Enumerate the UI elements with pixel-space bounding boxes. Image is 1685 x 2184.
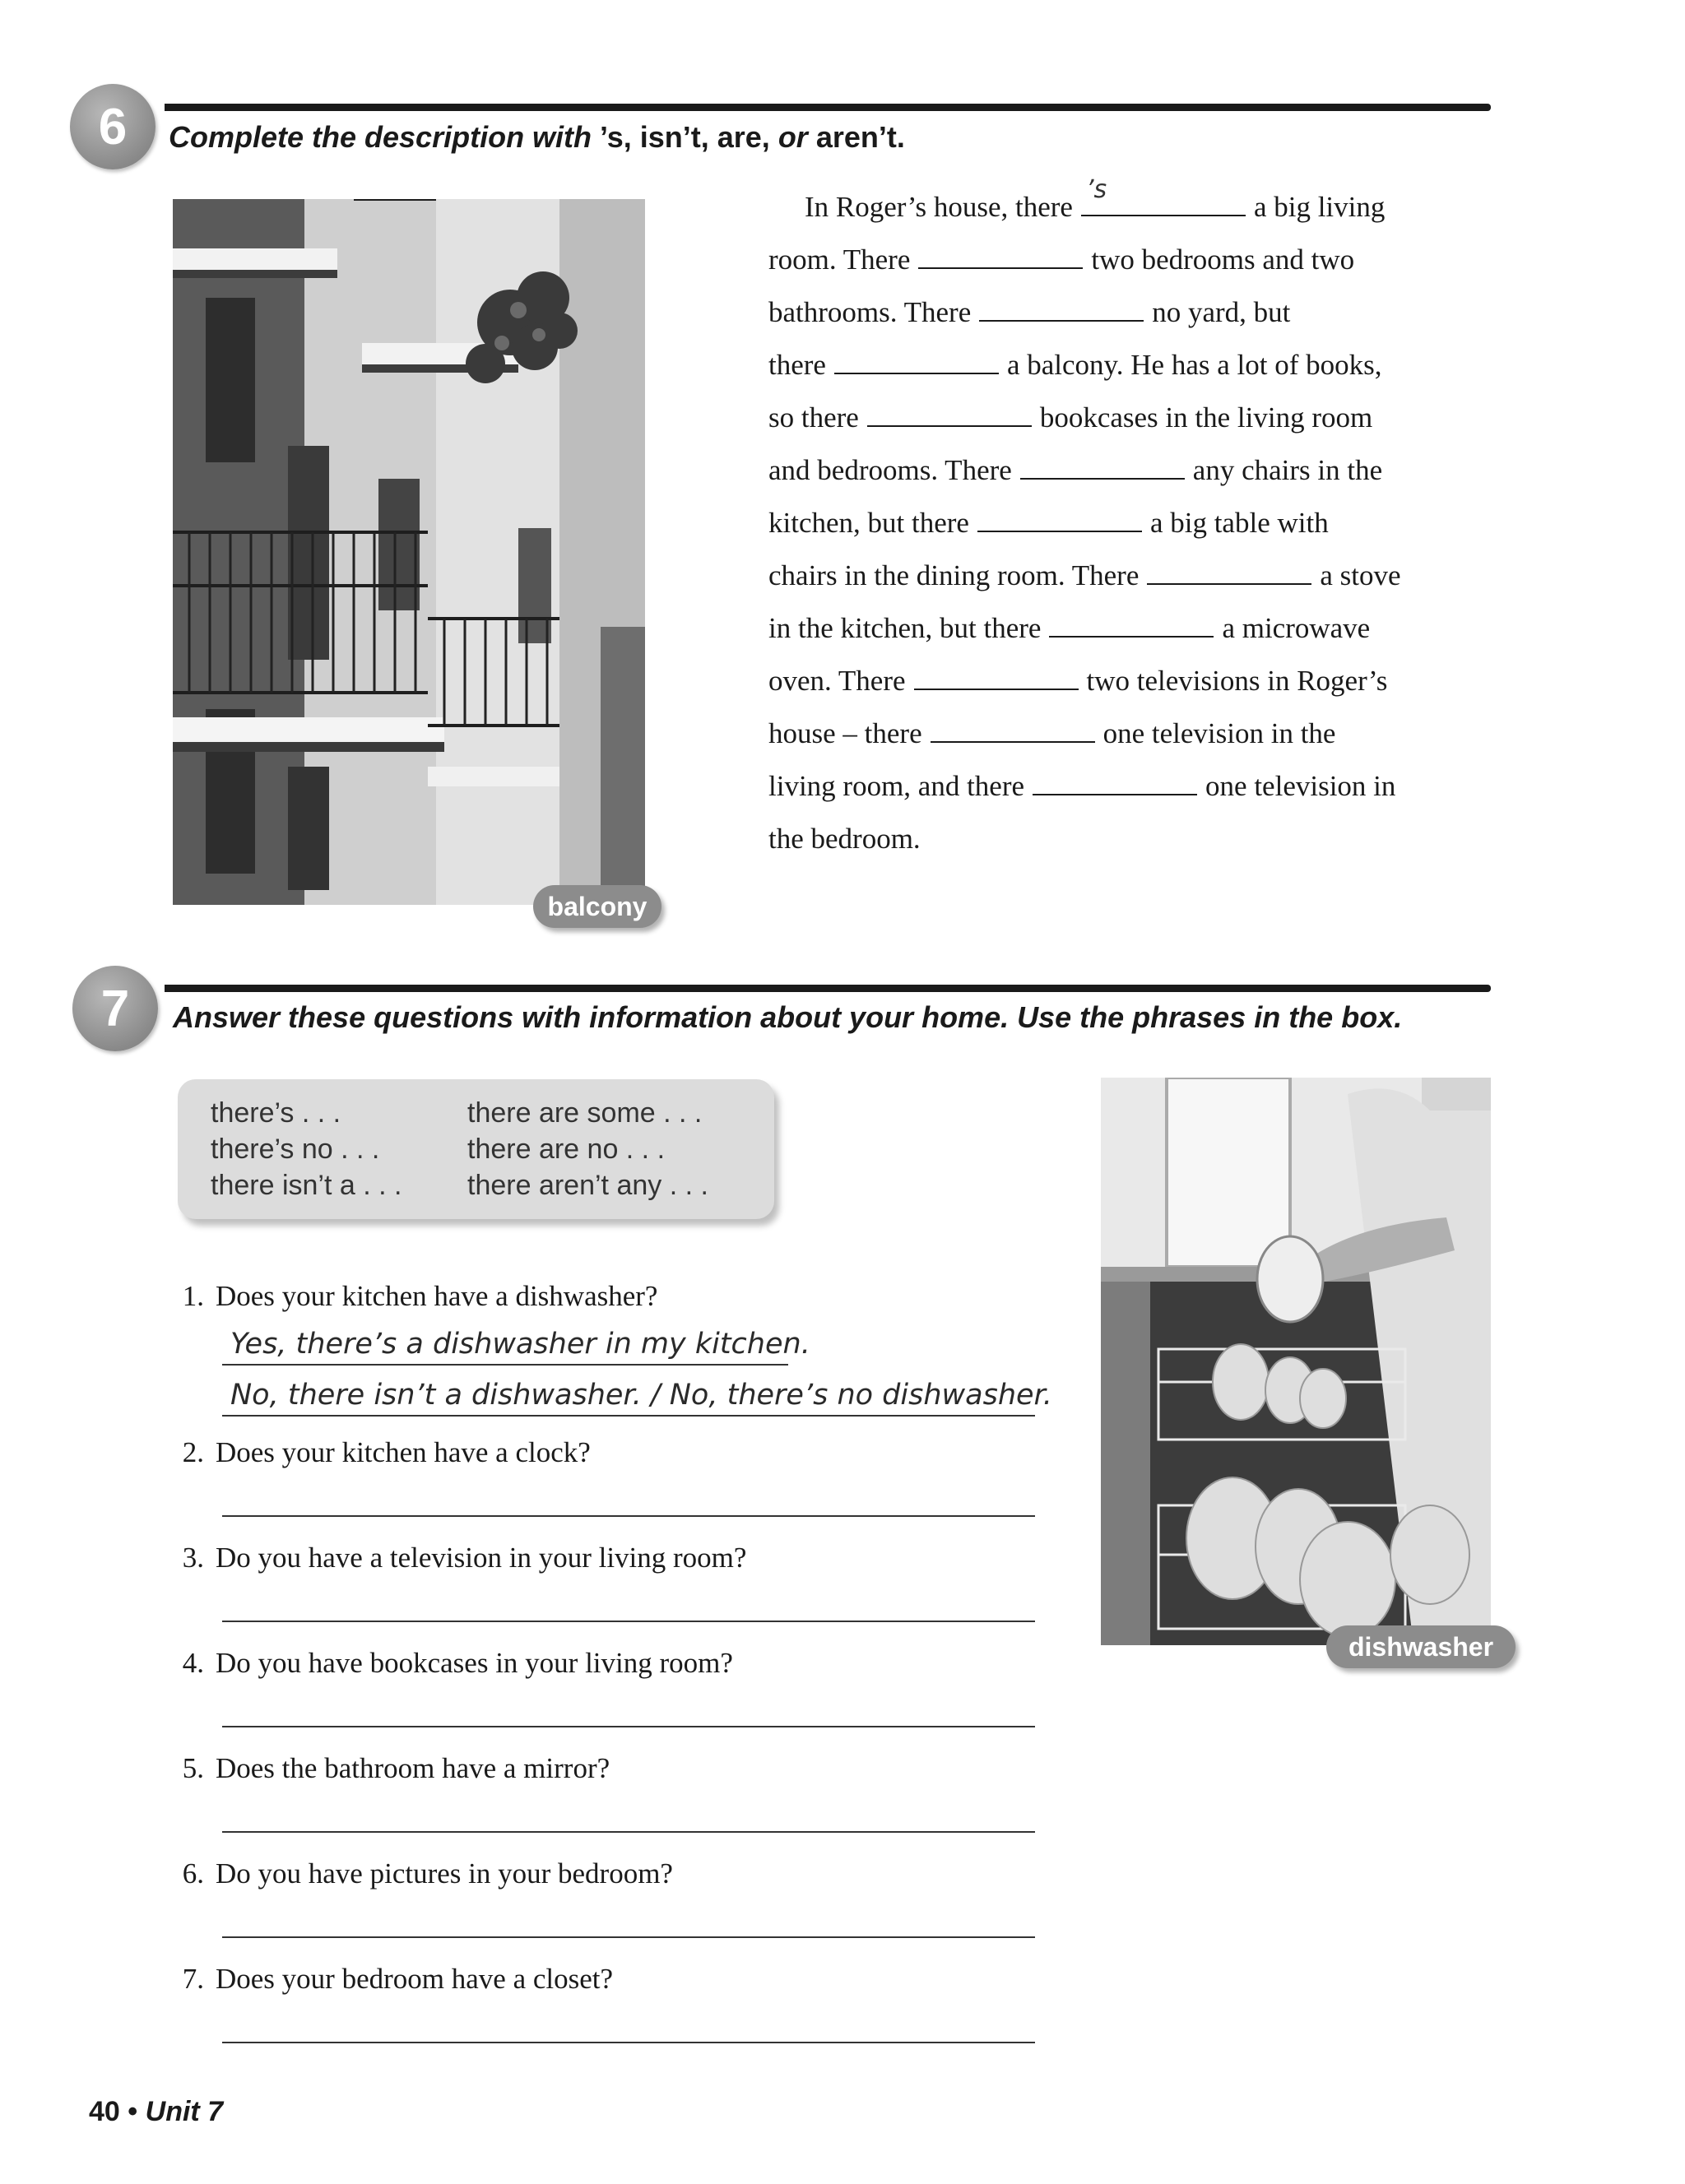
question-3 [161,1542,746,1574]
handwritten-answer: ’s [1085,175,1107,204]
phrase-item: there are no . . . [467,1134,666,1165]
answer-blank[interactable] [834,348,999,374]
answer-line-6[interactable] [222,1907,1035,1938]
exercise-7-rule [165,985,1491,992]
line-text: in the kitchen, but there [768,612,1042,644]
answer-blank[interactable] [1081,175,1246,216]
line-text: oven. There [768,665,906,697]
line-text: one television in the [1102,717,1336,749]
description-paragraph [768,175,1509,865]
instruction-part: or [769,120,816,154]
question-4 [161,1647,733,1680]
line-text: there [768,349,826,381]
instruction-part: Complete the description with [169,120,601,154]
paragraph-line [768,549,1509,602]
question-number: 2. [182,1436,204,1468]
question-text: Does your kitchen have a dishwasher? [216,1280,658,1312]
line-text: no yard, but [1152,296,1291,328]
question-text: Does your bedroom have a closet? [216,1963,614,1995]
question-number: 6. [182,1857,204,1890]
line-text: any chairs in the [1192,454,1383,486]
line-text: the bedroom. [768,823,921,855]
balcony-illustration [173,199,645,905]
paragraph-line [768,234,1509,286]
dishwasher-illustration [1101,1078,1491,1645]
answer-blank[interactable] [1147,559,1311,585]
dishwasher-caption: dishwasher [1326,1625,1516,1668]
balcony-caption: balcony [533,885,661,928]
answer-blank[interactable] [1049,611,1214,638]
answer-line-3[interactable] [222,1591,1035,1622]
line-text: and bedrooms. There [768,454,1012,486]
answer-blank[interactable] [918,243,1083,269]
balcony-photo [173,199,645,905]
answer-blank[interactable] [1033,769,1197,795]
page-number: 40 [89,2096,120,2127]
paragraph-line [768,175,1509,234]
line-text: bathrooms. There [768,296,972,328]
paragraph-line [768,339,1509,392]
answer-blank[interactable] [867,401,1032,427]
question-text: Do you have a television in your living room? [216,1542,747,1574]
dishwasher-photo [1101,1078,1491,1645]
answer-blank[interactable] [1020,453,1185,480]
phrase-item: there aren’t any . . . [467,1170,708,1201]
line-text: a stove [1320,559,1401,591]
question-2 [161,1436,591,1469]
phrase-item: there’s . . . [211,1097,341,1129]
line-text: room. There [768,243,911,276]
example-answer: No, there isn’t a dishwasher. / No, there’s no dishwasher. [230,1379,1052,1412]
paragraph-line [768,392,1509,444]
paragraph-line [768,602,1509,655]
phrase-item: there isn’t a . . . [211,1170,402,1201]
answer-blank[interactable] [979,295,1144,322]
question-number: 3. [182,1542,204,1574]
question-number: 1. [182,1280,204,1312]
unit-label: Unit 7 [145,2096,224,2127]
paragraph-line [768,497,1509,549]
paragraph-line [768,813,1509,865]
exercise-7-instruction: Answer these questions with information about your home. Use the phrases in the box. [173,1000,1403,1034]
question-text: Does the bathroom have a mirror? [216,1752,610,1784]
question-5 [161,1752,610,1785]
question-number: 5. [182,1752,204,1784]
question-text: Do you have pictures in your bedroom? [216,1857,673,1890]
line-text: a big living [1253,191,1386,223]
line-text: In Roger’s house, there [805,191,1073,223]
line-text: house – there [768,717,922,749]
line-text: two bedrooms and two [1091,243,1355,276]
phrase-item: there are some . . . [467,1097,703,1129]
line-text: a big table with [1149,507,1329,539]
paragraph-line [768,707,1509,760]
line-text: a balcony. He has a lot of books, [1006,349,1382,381]
line-text: a microwave [1222,612,1371,644]
example-answer: Yes, there’s a dishwasher in my kitchen. [230,1328,810,1361]
exercise-6-number: 6 [70,84,156,169]
question-text: Do you have bookcases in your living room? [216,1647,733,1679]
answer-line-1a[interactable] [222,1328,810,1366]
instruction-part: aren’t. [815,120,905,154]
exercise-6-rule [165,104,1491,111]
phrase-item: there’s no . . . [211,1134,380,1165]
question-number: 4. [182,1647,204,1679]
answer-blank[interactable] [914,664,1079,690]
answer-blank[interactable] [977,506,1142,532]
answer-blank[interactable] [931,716,1095,743]
question-number: 7. [182,1963,204,1995]
line-text: two televisions in Roger’s [1086,665,1388,697]
answer-line-1b[interactable] [222,1379,1052,1417]
question-1 [161,1280,657,1313]
question-text: Does your kitchen have a clock? [216,1436,591,1468]
line-text: one television in [1205,770,1396,802]
line-text: living room, and there [768,770,1025,802]
line-text: kitchen, but there [768,507,969,539]
paragraph-line [768,286,1509,339]
answer-line-4[interactable] [222,1696,1035,1727]
instruction-part: ’s, isn’t, are, [600,120,770,154]
question-6 [161,1857,673,1890]
footer-bullet: • [128,2096,138,2127]
line-text: chairs in the dining room. There [768,559,1140,591]
answer-line-5[interactable] [222,1801,1035,1833]
answer-line-7[interactable] [222,2012,1035,2043]
paragraph-line [768,655,1509,707]
answer-line-2[interactable] [222,1486,1035,1517]
paragraph-line [768,444,1509,497]
phrase-box [178,1079,774,1219]
question-7 [161,1963,613,1996]
exercise-6-instruction [169,120,905,155]
line-text: so there [768,401,859,434]
paragraph-line [768,760,1509,813]
line-text: bookcases in the living room [1039,401,1373,434]
page-footer [89,2096,223,2128]
exercise-7-number: 7 [72,966,158,1051]
